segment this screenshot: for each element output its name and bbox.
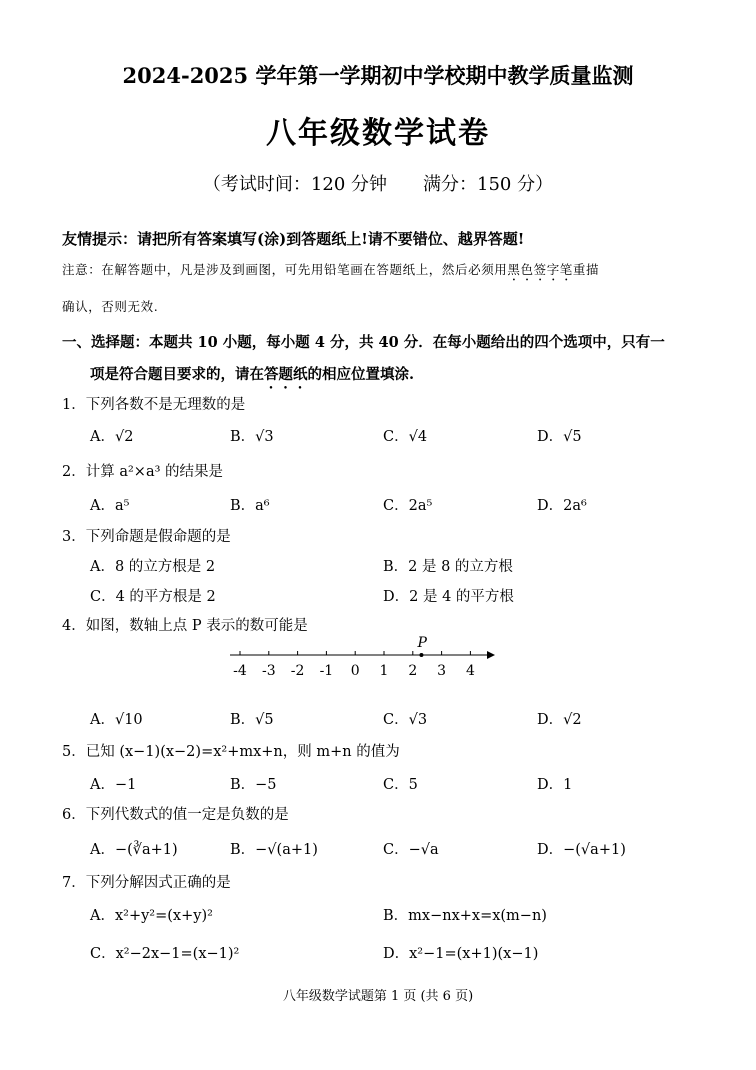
q5-option-b: B．−5 — [230, 777, 277, 793]
number-line-tick-label: -3 — [261, 663, 276, 679]
question-2-stem: 2．计算 a²×a³ 的结果是 — [62, 464, 224, 480]
question-4-stem: 4．如图，数轴上点 P 表示的数可能是 — [62, 618, 308, 634]
q1-option-d: D．√5 — [537, 429, 582, 445]
number-line-figure — [225, 630, 495, 682]
question-3-stem: 3．下列命题是假命题的是 — [62, 529, 231, 545]
q3-option-c: C．4 的平方根是 2 — [90, 589, 216, 605]
q1-option-c: C．√4 — [383, 429, 428, 445]
q3-option-d: D．2 是 4 的平方根 — [383, 589, 514, 605]
number-line-tick-label: -1 — [319, 663, 334, 679]
q3-option-b: B．2 是 8 的立方根 — [383, 559, 513, 575]
point-p-marker — [419, 653, 423, 657]
number-line-tick-label: 1 — [379, 663, 389, 679]
section-heading-line-1: 一、选择题：本题共 10 小题，每小题 4 分，共 40 分．在每小题给出的四个选项中，只有一 — [62, 334, 665, 351]
q7-option-a: A．x²+y²=(x+y)² — [90, 908, 213, 924]
q6-option-a: A．−(∛a+1) — [90, 842, 178, 858]
q2-option-b: B．a⁶ — [230, 498, 270, 514]
number-line-tick-label: 0 — [350, 663, 360, 679]
q1-option-b: B．√3 — [230, 429, 274, 445]
q4-option-d: D．√2 — [537, 712, 582, 728]
q4-option-a: A．√10 — [90, 712, 143, 728]
note-line-2: 确认，否则无效. — [62, 299, 159, 314]
q7-option-b: B．mx−nx+x=x(m−n) — [383, 908, 547, 924]
question-1-stem: 1．下列各数不是无理数的是 — [62, 397, 246, 413]
q4-option-b: B．√5 — [230, 712, 274, 728]
point-p-label: P — [417, 635, 427, 651]
q2-option-d: D．2a⁶ — [537, 498, 587, 514]
number-line-tick-label: -2 — [290, 663, 305, 679]
q6-option-d: D．−(√a+1) — [537, 842, 626, 858]
number-line-tick-label: 4 — [465, 663, 475, 679]
q7-option-d: D．x²−1=(x+1)(x−1) — [383, 946, 539, 962]
q4-option-c: C．√3 — [383, 712, 428, 728]
question-7-stem: 7．下列分解因式正确的是 — [62, 875, 231, 891]
question-5-stem: 5．已知 (x−1)(x−2)=x²+mx+n，则 m+n 的值为 — [62, 744, 400, 760]
section-heading-line-2: 项是符合题目要求的，请在答题纸的相应位置填涂. — [90, 366, 415, 383]
exam-info: （考试时间：120 分钟 满分：150 分） — [202, 174, 554, 195]
q5-option-a: A．−1 — [90, 777, 137, 793]
question-6-stem: 6．下列代数式的值一定是负数的是 — [62, 807, 289, 823]
q6-option-c: C．−√a — [383, 842, 439, 858]
exam-subject: 八年级数学试卷 — [266, 116, 490, 151]
q2-option-a: A．a⁵ — [90, 498, 130, 514]
friendly-tip: 友情提示：请把所有答案填写(涂)到答题纸上!请不要错位、越界答题! — [62, 230, 525, 248]
page-footer: 八年级数学试题第 1 页 (共 6 页) — [282, 989, 474, 1004]
exam-title: 2024-2025 学年第一学期初中学校期中教学质量监测 — [122, 63, 634, 88]
q3-option-a: A．8 的立方根是 2 — [90, 559, 216, 575]
number-line-arrow — [487, 651, 495, 659]
q1-option-a: A．√2 — [90, 429, 134, 445]
number-line-tick-label: -4 — [233, 663, 247, 679]
q2-option-c: C．2a⁵ — [383, 498, 433, 514]
q6-option-b: B．−√(a+1) — [230, 842, 318, 858]
q7-option-c: C．x²−2x−1=(x−1)² — [90, 946, 240, 962]
number-line-tick-label: 2 — [408, 663, 418, 679]
number-line-tick-label: 3 — [437, 663, 447, 679]
q5-option-c: C．5 — [383, 777, 418, 793]
q5-option-d: D．1 — [537, 777, 573, 793]
note-line-1: 注意：在解答题中，凡是涉及到画图，可先用铅笔画在答题纸上，然后必须用黑色签字笔重描 — [62, 262, 600, 277]
